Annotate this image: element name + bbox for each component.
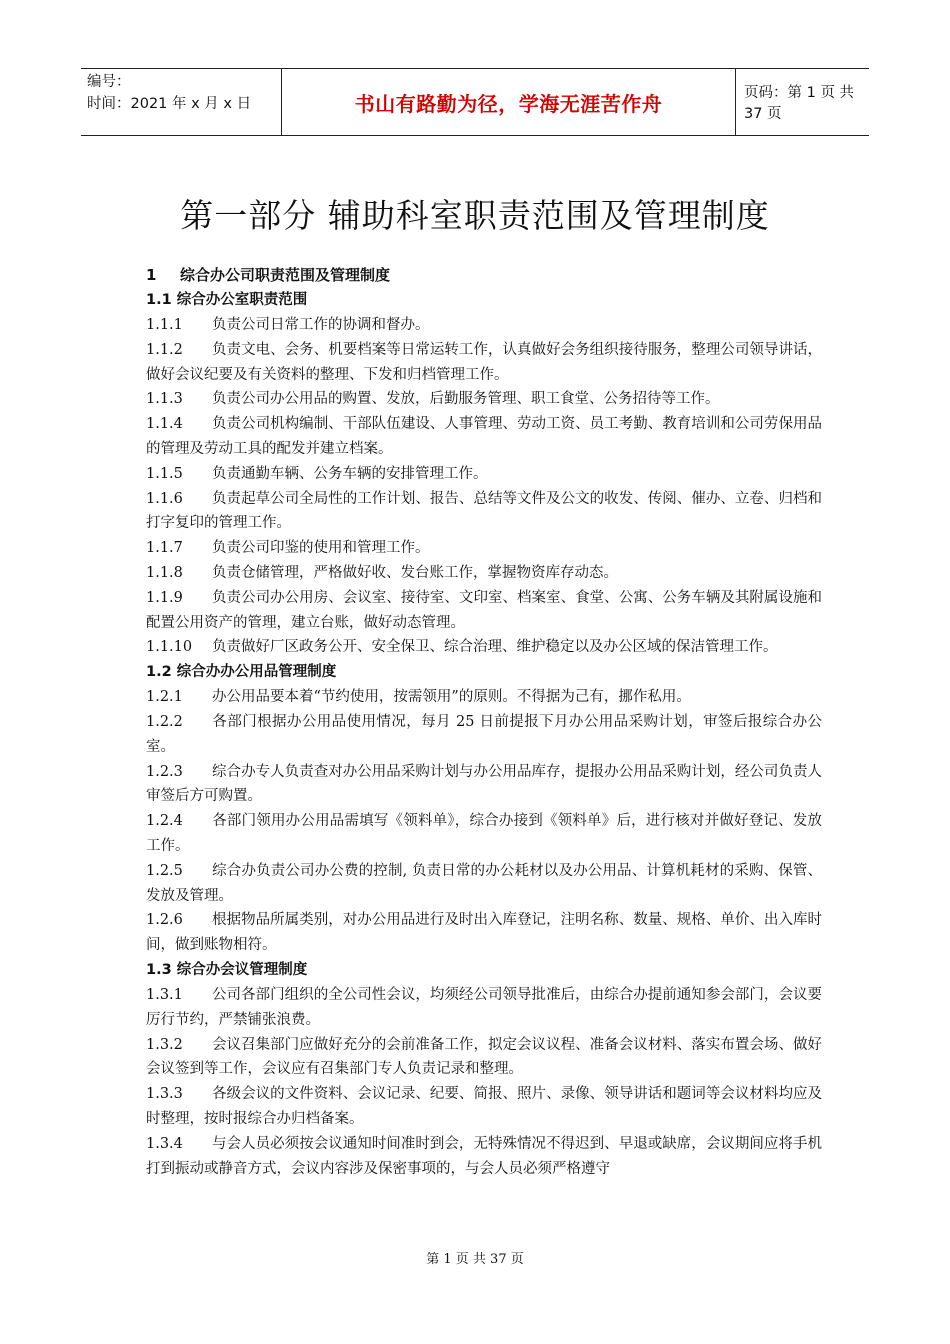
clause-text: 各部门领用办公用品需填写《领料单》，综合办接到《领料单》后，进行核对并做好登记、发放工作。: [146, 813, 822, 854]
document-header-table: [81, 68, 869, 136]
section-heading: [146, 262, 822, 288]
clause-number: 1.1.4: [146, 416, 183, 433]
clause-number: 1.2.5: [146, 862, 183, 879]
clause-number: 1.3.1: [146, 986, 183, 1003]
clause-item: [146, 561, 822, 586]
header-motto-cell: [281, 69, 736, 135]
clause-item: [146, 1082, 822, 1132]
clause-text: 综合办负责公司办公费的控制, 负责日常的办公耗材以及办公用品、计算机耗材的采购、保管、发放及管理。: [146, 862, 822, 904]
clause-text: 会议召集部门应做好充分的会前准备工作，拟定会议议程、准备会议材料、落实布置会场、做好会议签到等工作，会议应有召集部门专人负责记录和整理。: [146, 1036, 822, 1078]
clause-number: 1.1.10: [146, 639, 193, 656]
clause-item: [146, 809, 822, 859]
clause-text: 办公用品要本着“节约使用，按需领用”的原则。不得据为己有，挪作私用。: [212, 689, 691, 706]
clause-text: 各级会议的文件资料、会议记录、纪要、简报、照片、录像、领导讲话和题词等会议材料均应及时整理，按时报综合办归档备案。: [146, 1086, 822, 1127]
clause-number: 1.1.3: [146, 391, 183, 408]
clause-text: 公司各部门组织的全公司性会议，均须经公司领导批准后，由综合办提前通知参会部门，会议要厉行节约，严禁铺张浪费。: [146, 986, 822, 1028]
clause-item: [146, 338, 822, 388]
clause-item: [146, 710, 822, 760]
clause-item: [146, 685, 822, 710]
clause-text: 负责做好厂区政务公开、安全保卫、综合治理、维护稳定以及办公区域的保洁管理工作。: [212, 639, 778, 656]
header-meta-cell: [81, 69, 281, 135]
header-page-cell: [736, 69, 869, 135]
clause-item: [146, 859, 822, 909]
header-page-info: 页码：第 1 页 共 37 页: [744, 85, 855, 122]
clause-text: 负责公司日常工作的协调和督办。: [212, 317, 430, 333]
clause-text: 根据物品所属类别，对办公用品进行及时出入库登记，注明名称、数量、规格、单价、出入库时间，做到账物相符。: [146, 912, 822, 954]
clause-item: [146, 635, 822, 660]
clause-item: [146, 760, 822, 810]
clause-item: [146, 536, 822, 561]
section-title: 综合办公司职责范围及管理制度: [180, 266, 391, 284]
clause-item: [146, 1033, 822, 1083]
clause-number: 1.1.6: [146, 490, 183, 507]
clause-number: 1.1.5: [146, 465, 183, 482]
clause-item: [146, 462, 822, 487]
clause-text: 综合办专人负责查对办公用品采购计划与办公用品库存，提报办公用品采购计划，经公司负责人审签后方可购置。: [146, 763, 822, 805]
clause-text: 负责起草公司全局性的工作计划、报告、总结等文件及公文的收发、传阅、催办、立卷、归档和打字复印的管理工作。: [146, 490, 822, 532]
clause-number: 1.3.2: [146, 1036, 183, 1053]
clause-item: [146, 586, 822, 636]
clause-item: [146, 487, 822, 537]
clause-number: 1.1.1: [146, 317, 183, 333]
clause-text: 负责公司印鉴的使用和管理工作。: [212, 540, 430, 557]
clause-number: 1.2.4: [146, 813, 183, 830]
clause-number: 1.2.2: [146, 713, 183, 730]
clause-item: [146, 908, 822, 958]
clause-number: 1.3.3: [146, 1086, 183, 1103]
clause-text: 各部门根据办公用品使用情况，每月 25 日前提报下月办公用品采购计划，审签后报综合办公室。: [146, 713, 822, 755]
clause-number: 1.2.1: [146, 689, 183, 706]
clause-number: 1.2.3: [146, 763, 183, 780]
clause-item: [146, 387, 822, 412]
clause-text: 负责公司机构编制、干部队伍建设、人事管理、劳动工资、员工考勤、教育培训和公司劳保用品的管理及劳动工具的配发并建立档案。: [146, 416, 822, 457]
document-number-label: 编号：: [87, 74, 131, 90]
clause-item: [146, 983, 822, 1033]
page-title: 第一部分 辅助科室职责范围及管理制度: [180, 196, 770, 235]
clause-text: 负责文电、会务、机要档案等日常运转工作，认真做好会务组织接待服务，整理公司领导讲话，做好会议纪要及有关资料的整理、下发和归档管理工作。: [146, 341, 822, 383]
clause-item: [146, 412, 822, 462]
document-body: [146, 262, 822, 1181]
clause-number: 1.1.9: [146, 589, 183, 606]
subsection-heading: 1.2 综合办办公用品管理制度: [146, 664, 337, 681]
clause-item: [146, 313, 822, 338]
header-motto: 书山有路勤为径，学海无涯苦作舟: [354, 91, 663, 116]
clause-number: 1.2.6: [146, 912, 183, 929]
clause-item: [146, 1132, 822, 1182]
clause-text: 负责仓储管理，严格做好收、发台账工作，掌握物资库存动态。: [212, 564, 618, 581]
clause-number: 1.1.2: [146, 341, 183, 358]
clause-text: 负责公司办公用房、会议室、接待室、文印室、档案室、食堂、公寓、公务车辆及其附属设施和配置公用资产的管理，建立台账，做好动态管理。: [146, 589, 822, 631]
page-footer: 第 1 页 共 37 页: [426, 1252, 524, 1267]
document-date-label: 时间：2021 年 x 月 x 日: [87, 96, 252, 112]
section-number: 1: [146, 266, 157, 284]
clause-text: 负责通勤车辆、公务车辆的安排管理工作。: [212, 465, 488, 482]
clause-text: 与会人员必须按会议通知时间准时到会，无特殊情况不得迟到、早退或缺席，会议期间应将手机打到振动或静音方式，会议内容涉及保密事项的，与会人员必须严格遵守: [146, 1135, 822, 1177]
clause-number: 1.1.8: [146, 564, 183, 581]
clause-number: 1.3.4: [146, 1135, 183, 1152]
subsection-heading: 1.1 综合办公室职责范围: [146, 292, 308, 308]
subsection-heading: 1.3 综合办会议管理制度: [146, 961, 308, 978]
clause-text: 负责公司办公用品的购置、发放，后勤服务管理、职工食堂、公务招待等工作。: [212, 391, 720, 408]
clause-number: 1.1.7: [146, 540, 183, 557]
